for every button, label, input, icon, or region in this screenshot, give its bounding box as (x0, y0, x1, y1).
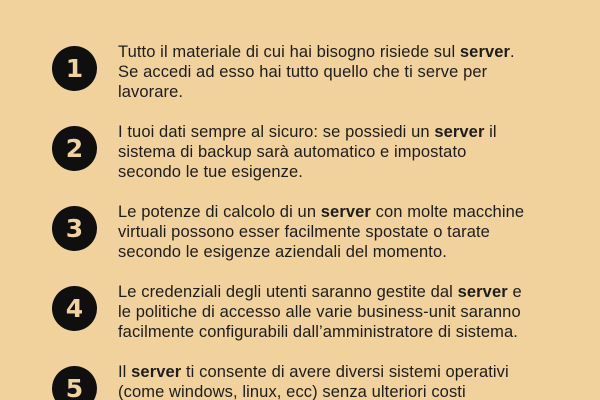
keyword-bold: server (459, 43, 511, 61)
text-line (118, 322, 522, 342)
badge-number: 1 (65, 54, 84, 83)
text-segment: lavorare. (118, 83, 184, 101)
text-line (118, 42, 515, 62)
item-text (118, 122, 497, 182)
keyword-bold: server (131, 363, 182, 381)
text-line (118, 302, 522, 322)
keyword-bold: server (320, 203, 371, 221)
text-segment: secondo le tue esigenze. (118, 163, 303, 181)
text-line (118, 82, 515, 102)
list-item (52, 122, 524, 182)
text-segment: sistema di backup sarà automatico e impostato (118, 143, 467, 161)
text-segment: Le potenze di calcolo di un (118, 203, 321, 221)
list-item (52, 202, 524, 262)
text-segment: le politiche di accesso alle varie business-unit saranno (118, 303, 521, 321)
text-segment: secondo le esigenze aziendali del momento. (118, 243, 447, 261)
server-benefits-list (52, 42, 524, 400)
text-segment: . (510, 43, 515, 61)
badge-number: 2 (65, 134, 84, 163)
keyword-bold: server (457, 283, 508, 301)
text-line (118, 122, 497, 142)
text-line (118, 142, 497, 162)
list-item (52, 282, 524, 342)
text-line (118, 162, 497, 182)
text-line (118, 202, 524, 222)
text-segment: I tuoi dati sempre al sicuro: se possiedi un (118, 123, 435, 141)
item-text (118, 282, 522, 342)
badge-number: 4 (65, 294, 84, 323)
item-text (118, 362, 509, 400)
text-line (118, 282, 522, 302)
number-badge (52, 126, 97, 171)
text-segment: virtuali possono esser facilmente spostate o tarate (118, 223, 490, 241)
list-item (52, 42, 524, 102)
text-segment: Le credenziali degli utenti saranno gestite dal (118, 283, 458, 301)
badge-number: 5 (65, 374, 84, 400)
text-segment: il (484, 123, 497, 141)
text-segment: (come windows, linux, ecc) senza ulteriori costi (118, 383, 466, 400)
item-text (118, 42, 515, 102)
number-badge (52, 366, 97, 400)
text-line (118, 382, 509, 400)
text-line (118, 242, 524, 262)
keyword-bold: server (434, 123, 485, 141)
text-segment: ti consente di avere diversi sistemi operativi (181, 363, 509, 381)
text-segment: facilmente configurabili dall’amministratore di sistema. (118, 323, 518, 341)
text-segment: Tutto il materiale di cui hai bisogno risiede sul (118, 43, 460, 61)
number-badge (52, 286, 97, 331)
list-item (52, 362, 524, 400)
text-segment: Se accedi ad esso hai tutto quello che ti serve per (118, 63, 488, 81)
number-badge (52, 206, 97, 251)
text-segment: con molte macchine (370, 203, 525, 221)
text-line (118, 222, 524, 242)
item-text (118, 202, 524, 262)
number-badge (52, 46, 97, 91)
badge-number: 3 (65, 214, 84, 243)
text-segment: Il (118, 363, 132, 381)
text-line (118, 362, 509, 382)
text-line (118, 62, 515, 82)
text-segment: e (507, 283, 522, 301)
